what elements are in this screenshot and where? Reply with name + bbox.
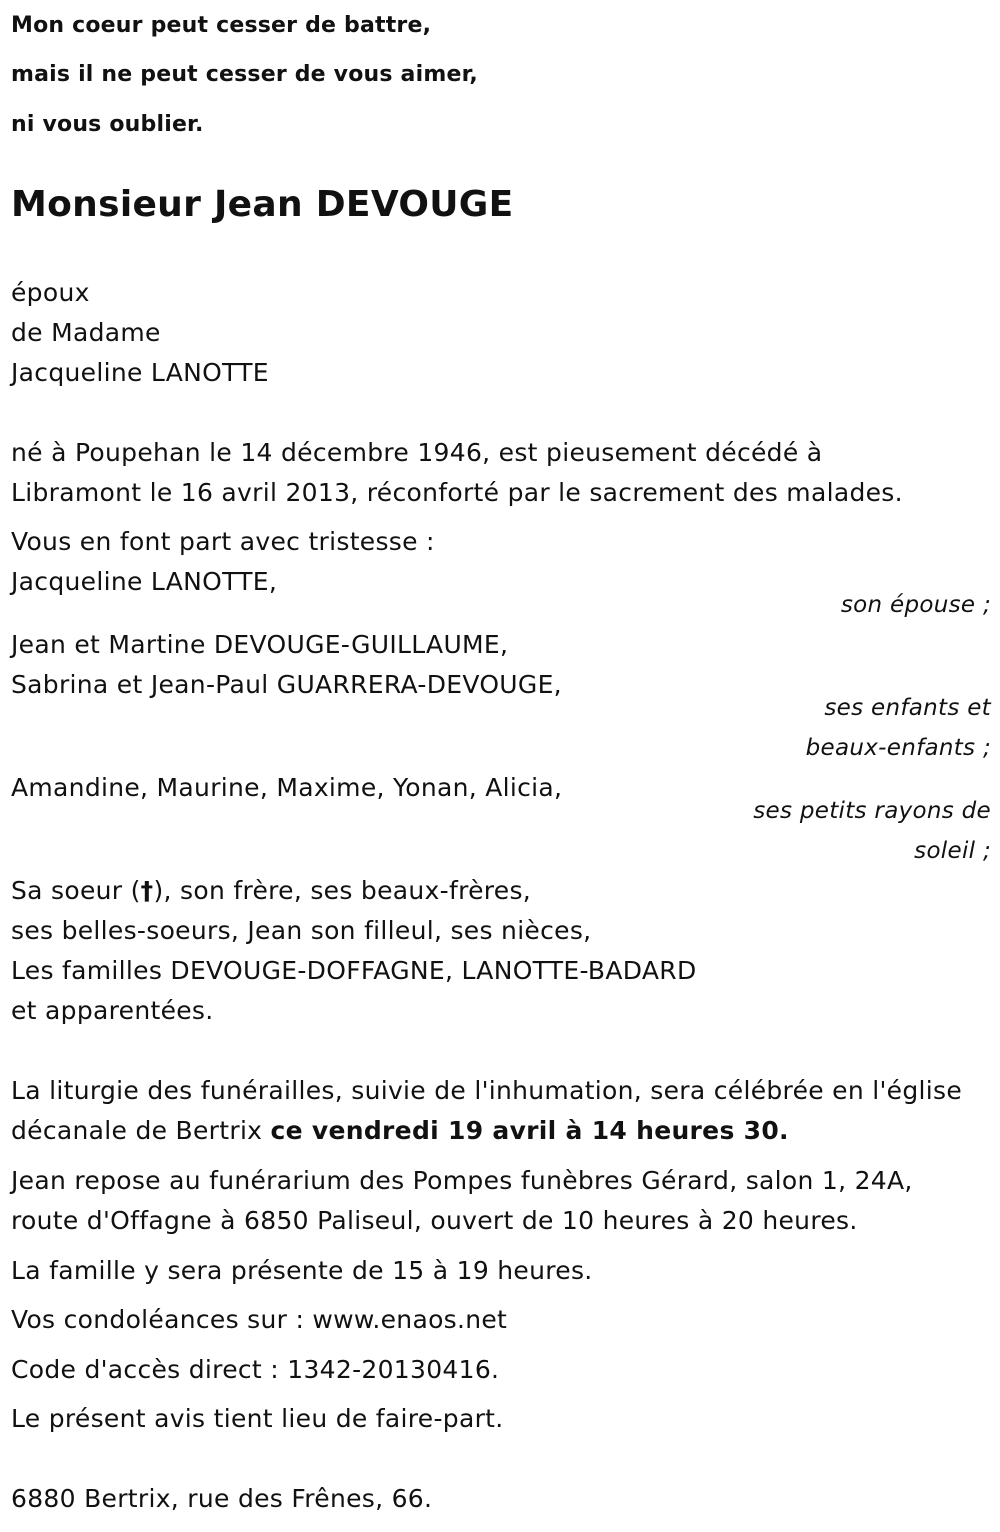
children-role-line-2: beaux-enfants ;	[805, 735, 991, 761]
funeral-datetime: ce vendredi 19 avril à 14 heures 30.	[270, 1116, 789, 1145]
deceased-name: Monsieur Jean DEVOUGE	[11, 184, 514, 225]
funeral-location: décanale de Bertrix	[11, 1116, 271, 1145]
family-address: 6880 Bertrix, rue des Frênes, 66.	[11, 1484, 433, 1513]
children-line-1: Jean et Martine DEVOUGE-GUILLAUME,	[11, 630, 509, 659]
spouse-line-1: époux	[11, 278, 90, 307]
family-presence: La famille y sera présente de 15 à 19 heures.	[11, 1256, 593, 1285]
epitaph-line-3: ni vous oublier.	[11, 112, 204, 137]
funeral-line-2	[11, 1111, 789, 1151]
wife-name: Jacqueline LANOTTE,	[11, 567, 278, 596]
epitaph-line-1: Mon coeur peut cesser de battre,	[11, 13, 432, 38]
epitaph-line-2: mais il ne peut cesser de vous aimer,	[11, 62, 478, 87]
grandchildren-role-line-1: ses petits rayons de	[753, 798, 991, 824]
announcement-intro: Vous en font part avec tristesse :	[11, 527, 435, 556]
children-role-line-1: ses enfants et	[824, 695, 991, 721]
grandchildren-role-line-2: soleil ;	[914, 838, 991, 864]
grandchildren: Amandine, Maurine, Maxime, Yonan, Alicia,	[11, 773, 563, 802]
access-code: Code d'accès direct : 1342-20130416.	[11, 1355, 500, 1384]
funeral-line-1: La liturgie des funérailles, suivie de l'inhumation, sera célébrée en l'église	[11, 1076, 963, 1105]
spouse-line-3: Jacqueline LANOTTE	[11, 358, 269, 387]
relatives-line-3: et apparentées.	[11, 996, 214, 1025]
biography-line-2: Libramont le 16 avril 2013, réconforté par le sacrement des malades.	[11, 478, 903, 507]
sister-suffix: ), son frère, ses beaux-frères,	[153, 876, 532, 905]
children-line-2: Sabrina et Jean-Paul GUARRERA-DEVOUGE,	[11, 670, 562, 699]
condolences-link: Vos condoléances sur : www.enaos.net	[11, 1305, 508, 1334]
notice-statement: Le présent avis tient lieu de faire-part.	[11, 1404, 504, 1433]
biography-line-1: né à Poupehan le 14 décembre 1946, est pieusement décédé à	[11, 438, 823, 467]
details-line-1: Jean repose au funérarium des Pompes funèbres Gérard, salon 1, 24A,	[11, 1166, 913, 1195]
cross-icon: †	[140, 876, 154, 905]
relatives-line-1: ses belles-soeurs, Jean son filleul, ses nièces,	[11, 916, 592, 945]
wife-role: son épouse ;	[840, 592, 991, 618]
sister-prefix: Sa soeur (	[11, 876, 141, 905]
relatives-line-2: Les familles DEVOUGE-DOFFAGNE, LANOTTE-BADARD	[11, 956, 697, 985]
sister-line	[11, 871, 531, 911]
spouse-line-2: de Madame	[11, 318, 161, 347]
details-line-2: route d'Offagne à 6850 Paliseul, ouvert de 10 heures à 20 heures.	[11, 1206, 858, 1235]
